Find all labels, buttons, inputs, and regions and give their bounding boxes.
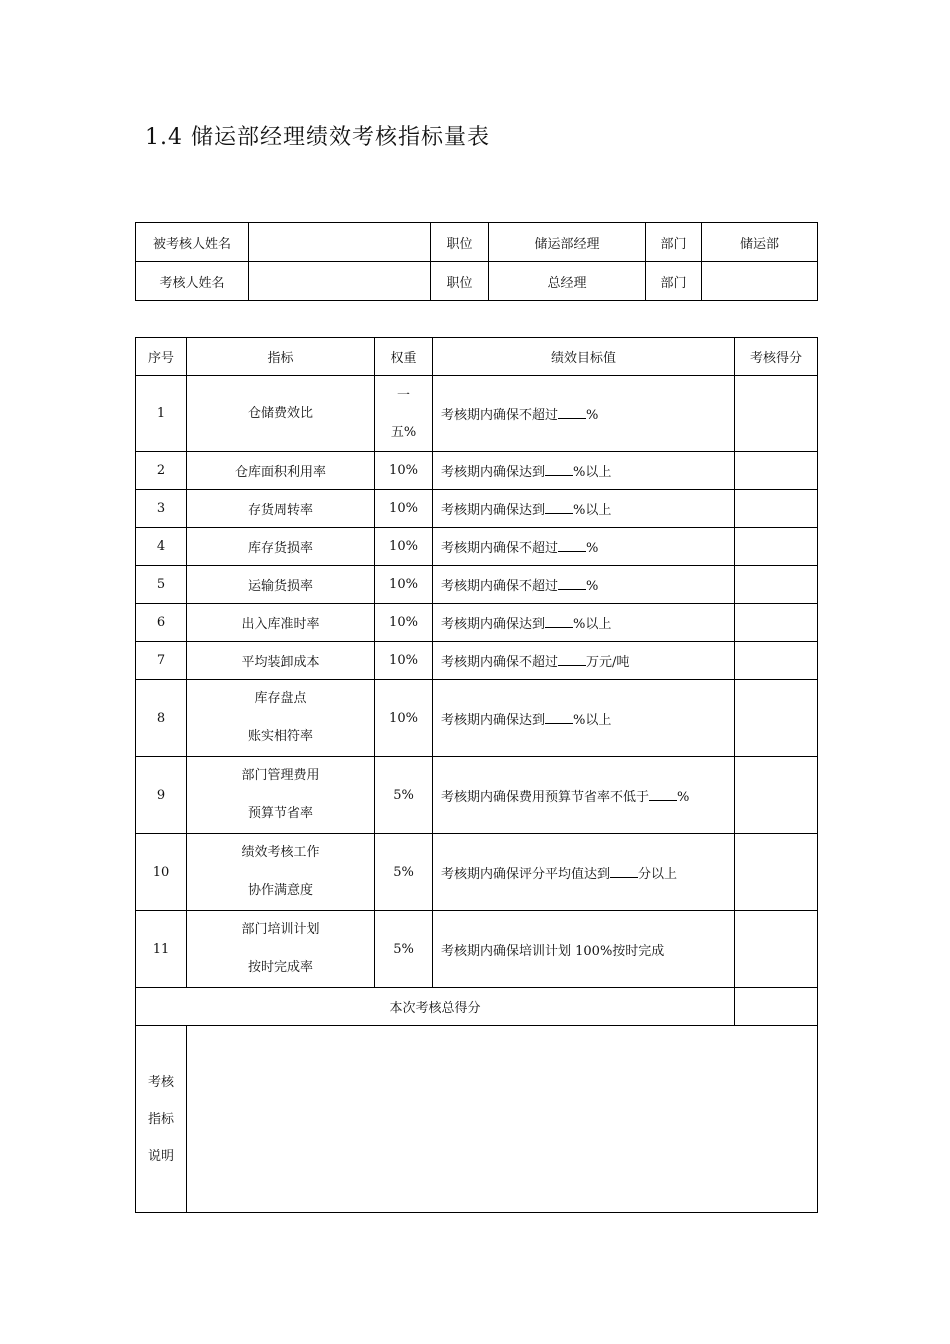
weight-line: 10% xyxy=(389,710,418,726)
indicator-name xyxy=(187,834,375,911)
score-cell[interactable] xyxy=(735,528,818,566)
indicator-name xyxy=(187,376,375,452)
weight-value xyxy=(375,757,433,834)
indicator-name-line: 仓储费效比 xyxy=(247,405,313,421)
info-row xyxy=(136,262,818,301)
target-text: 考核期内确保达到 xyxy=(441,503,546,518)
notes-content-cell[interactable] xyxy=(187,1026,818,1213)
indicator-name xyxy=(187,680,375,757)
target-blank[interactable] xyxy=(545,617,573,628)
notes-label-line: 指标 xyxy=(147,1111,174,1127)
indicator-name-line: 平均装卸成本 xyxy=(241,655,320,670)
table-row xyxy=(136,604,818,642)
row-number: 3 xyxy=(136,490,187,528)
table-row xyxy=(136,376,818,452)
target-suffix: % xyxy=(586,541,599,556)
table-row xyxy=(136,911,818,988)
target-text: 考核期内确保费用预算节省率不低于 xyxy=(441,789,650,805)
indicator-name-line: 库存盘点 xyxy=(254,691,307,706)
target-blank[interactable] xyxy=(545,503,573,514)
score-cell[interactable] xyxy=(735,680,818,757)
weight-line: 10% xyxy=(389,463,418,478)
target-suffix: %以上 xyxy=(573,712,612,728)
target-text: 考核期内确保达到 xyxy=(441,465,546,480)
target-suffix: % xyxy=(586,579,599,594)
header-target: 绩效目标值 xyxy=(433,338,735,376)
row-number: 5 xyxy=(136,566,187,604)
header-score: 考核得分 xyxy=(735,338,818,376)
weight-line: 5% xyxy=(393,941,414,957)
row-number: 7 xyxy=(136,642,187,680)
weight-line: 10% xyxy=(389,653,418,668)
name-label: 被考核人姓名 xyxy=(136,223,249,262)
indicator-name xyxy=(187,642,375,680)
department-value[interactable] xyxy=(702,262,818,301)
target-value xyxy=(433,911,735,988)
target-value xyxy=(433,452,735,490)
weight-line: 5% xyxy=(393,787,414,803)
target-suffix: 万元/吨 xyxy=(586,655,630,670)
table-row xyxy=(136,757,818,834)
weight-value xyxy=(375,911,433,988)
weight-value xyxy=(375,490,433,528)
indicator-name xyxy=(187,566,375,604)
notes-label-line: 考核 xyxy=(147,1074,174,1090)
notes-label xyxy=(136,1026,187,1213)
weight-value xyxy=(375,642,433,680)
indicator-name-line: 协作满意度 xyxy=(247,883,313,898)
total-label: 本次考核总得分 xyxy=(136,988,735,1026)
position-label: 职位 xyxy=(431,262,489,301)
row-number: 10 xyxy=(136,834,187,911)
table-row xyxy=(136,490,818,528)
target-blank[interactable] xyxy=(649,790,677,801)
target-text: 考核期内确保不超过 xyxy=(441,541,559,556)
indicator-name xyxy=(187,604,375,642)
target-value xyxy=(433,490,735,528)
weight-line: 五% xyxy=(390,424,417,440)
indicator-name xyxy=(187,757,375,834)
target-value xyxy=(433,376,735,452)
total-row xyxy=(136,988,818,1026)
target-blank[interactable] xyxy=(558,579,586,590)
target-value xyxy=(433,834,735,911)
weight-value xyxy=(375,452,433,490)
score-cell[interactable] xyxy=(735,452,818,490)
kpi-table xyxy=(135,337,818,1213)
indicator-name-line: 按时完成率 xyxy=(247,960,313,975)
table-row xyxy=(136,834,818,911)
target-value xyxy=(433,566,735,604)
table-row xyxy=(136,452,818,490)
header-number: 序号 xyxy=(136,338,187,376)
score-cell[interactable] xyxy=(735,566,818,604)
department-value: 储运部 xyxy=(702,223,818,262)
weight-line: 10% xyxy=(389,615,418,630)
indicator-name-line: 账实相符率 xyxy=(247,729,313,744)
target-value xyxy=(433,528,735,566)
target-suffix: %以上 xyxy=(573,503,612,518)
position-value: 储运部经理 xyxy=(489,223,646,262)
total-score-cell[interactable] xyxy=(735,988,818,1026)
table-row xyxy=(136,528,818,566)
score-cell[interactable] xyxy=(735,490,818,528)
target-value xyxy=(433,680,735,757)
score-cell[interactable] xyxy=(735,642,818,680)
page-title: 1.4 储运部经理绩效考核指标量表 xyxy=(145,125,490,150)
score-cell[interactable] xyxy=(735,604,818,642)
target-blank[interactable] xyxy=(558,408,586,419)
target-blank[interactable] xyxy=(610,867,638,878)
indicator-name-line: 仓库面积利用率 xyxy=(234,465,326,480)
target-text: 考核期内确保不超过 xyxy=(441,408,559,423)
weight-line: 10% xyxy=(389,539,418,554)
weight-value xyxy=(375,566,433,604)
indicator-name xyxy=(187,528,375,566)
target-suffix: %以上 xyxy=(573,617,612,632)
target-value xyxy=(433,604,735,642)
indicator-name-line: 运输货损率 xyxy=(247,579,313,594)
header-indicator: 指标 xyxy=(187,338,375,376)
name-value[interactable] xyxy=(249,262,431,301)
position-label: 职位 xyxy=(431,223,489,262)
indicator-name-line: 库存货损率 xyxy=(247,541,313,556)
score-cell[interactable] xyxy=(735,757,818,834)
name-value[interactable] xyxy=(249,223,431,262)
indicator-name-line: 存货周转率 xyxy=(247,503,313,518)
indicator-name xyxy=(187,490,375,528)
row-number: 2 xyxy=(136,452,187,490)
target-text: 考核期内确保培训计划 100%按时完成 xyxy=(441,943,665,959)
weight-value xyxy=(375,528,433,566)
row-number: 9 xyxy=(136,757,187,834)
row-number: 6 xyxy=(136,604,187,642)
weight-value xyxy=(375,680,433,757)
target-blank[interactable] xyxy=(545,465,573,476)
personnel-info-table xyxy=(135,222,818,301)
table-row xyxy=(136,680,818,757)
indicator-name-line: 绩效考核工作 xyxy=(241,845,320,860)
target-suffix: % xyxy=(586,408,599,423)
target-text: 考核期内确保评分平均值达到 xyxy=(441,866,611,882)
weight-value xyxy=(375,376,433,452)
position-value: 总经理 xyxy=(489,262,646,301)
score-cell[interactable] xyxy=(735,376,818,452)
header-weight: 权重 xyxy=(375,338,433,376)
row-number: 11 xyxy=(136,911,187,988)
weight-value xyxy=(375,834,433,911)
target-blank[interactable] xyxy=(558,655,586,666)
target-text: 考核期内确保达到 xyxy=(441,617,546,632)
target-blank[interactable] xyxy=(545,713,573,724)
table-row xyxy=(136,642,818,680)
row-number: 8 xyxy=(136,680,187,757)
indicator-name-line: 预算节省率 xyxy=(247,806,313,821)
indicator-name-line: 部门培训计划 xyxy=(241,922,320,937)
target-suffix: 分以上 xyxy=(638,866,678,882)
score-cell[interactable] xyxy=(735,834,818,911)
info-row xyxy=(136,223,818,262)
target-text: 考核期内确保达到 xyxy=(441,712,546,728)
weight-line: 一 xyxy=(396,387,410,403)
name-label: 考核人姓名 xyxy=(136,262,249,301)
target-value xyxy=(433,757,735,834)
indicator-name xyxy=(187,911,375,988)
target-suffix: %以上 xyxy=(573,465,612,480)
target-suffix: % xyxy=(677,789,690,805)
row-number: 4 xyxy=(136,528,187,566)
indicator-name-line: 出入库准时率 xyxy=(241,617,320,632)
weight-line: 10% xyxy=(389,577,418,592)
indicator-name xyxy=(187,452,375,490)
department-label: 部门 xyxy=(646,223,702,262)
row-number: 1 xyxy=(136,376,187,452)
department-label: 部门 xyxy=(646,262,702,301)
target-blank[interactable] xyxy=(558,541,586,552)
weight-value xyxy=(375,604,433,642)
score-cell[interactable] xyxy=(735,911,818,988)
target-value xyxy=(433,642,735,680)
target-text: 考核期内确保不超过 xyxy=(441,655,559,670)
table-row xyxy=(136,566,818,604)
weight-line: 5% xyxy=(393,864,414,880)
indicator-name-line: 部门管理费用 xyxy=(241,768,320,783)
notes-label-line: 说明 xyxy=(147,1148,174,1164)
notes-row xyxy=(136,1026,818,1213)
target-text: 考核期内确保不超过 xyxy=(441,579,559,594)
weight-line: 10% xyxy=(389,501,418,516)
